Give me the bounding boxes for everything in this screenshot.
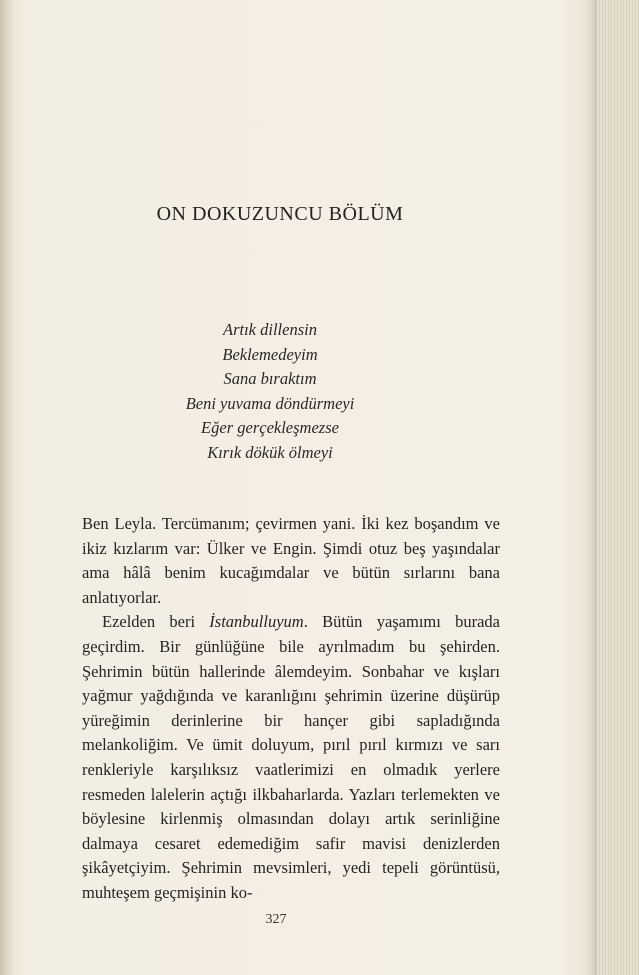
epigraph-line: Artık dillensin <box>223 320 317 339</box>
page-number: 327 <box>265 912 287 927</box>
page-stack-edge <box>596 0 639 975</box>
epigraph-line: Eğer gerçekleşmezse <box>201 418 339 437</box>
paragraph-2-emphasis: İstanbulluyum <box>209 612 304 632</box>
spine-shadow <box>0 0 14 975</box>
paragraph-2 <box>82 610 500 905</box>
epigraph-line: Beklemedeyim <box>222 344 318 364</box>
epigraph-line: Sana bıraktım <box>223 369 317 388</box>
epigraph-line: Beni yuvama döndürmeyi <box>185 393 355 413</box>
paragraph-2-rest: . Bütün yaşamımı burada geçirdim. Bir günlüğüne bile ayrılmadım bu şehirden. Şehrimin bütün hallerinde âlemdeyim. Sonbahar ve kışları yağmur yağdığında ve karanlığını şehrimin üzerine düşürüp yüreğimin derinlerine bir hançer gibi sapladığında melankoliğim. Ve ümit doluyum, pırıl pırıl kırmızı ve sarı renkleriyle karşılıksız vaatlerimizi en olmadık yerlere resmeden lalelerin açtığı ilkbaharlarda. Yazları terlemekten ve böylesine kirlenmiş olmasından dolayı artık serinliğine dalmaya cesaret edemediğim safir mavisi denizlerden şikâyetçiyim. Şehrimin mevsimleri, yedi tepeli görüntüsü, muhteşem geçmişinin ko- <box>82 612 500 902</box>
epigraph-line: Kırık dökük ölmeyi <box>207 442 333 462</box>
body-text <box>82 512 500 906</box>
paragraph-1: Ben Leyla. Tercümanım; çevirmen yani. İki kez boşandım ve ikiz kızlarım var: Ülker ve Engin. Şimdi otuz beş yaşındalar ama hâlâ benim kucağımdalar ve bütün sırlarını bana anlatıyorlar. <box>82 514 500 607</box>
chapter-title: ON DOKUZUNCU BÖLÜM <box>156 203 404 225</box>
epigraph-poem <box>0 318 540 465</box>
paragraph-2-start: Ezelden beri <box>102 612 210 632</box>
